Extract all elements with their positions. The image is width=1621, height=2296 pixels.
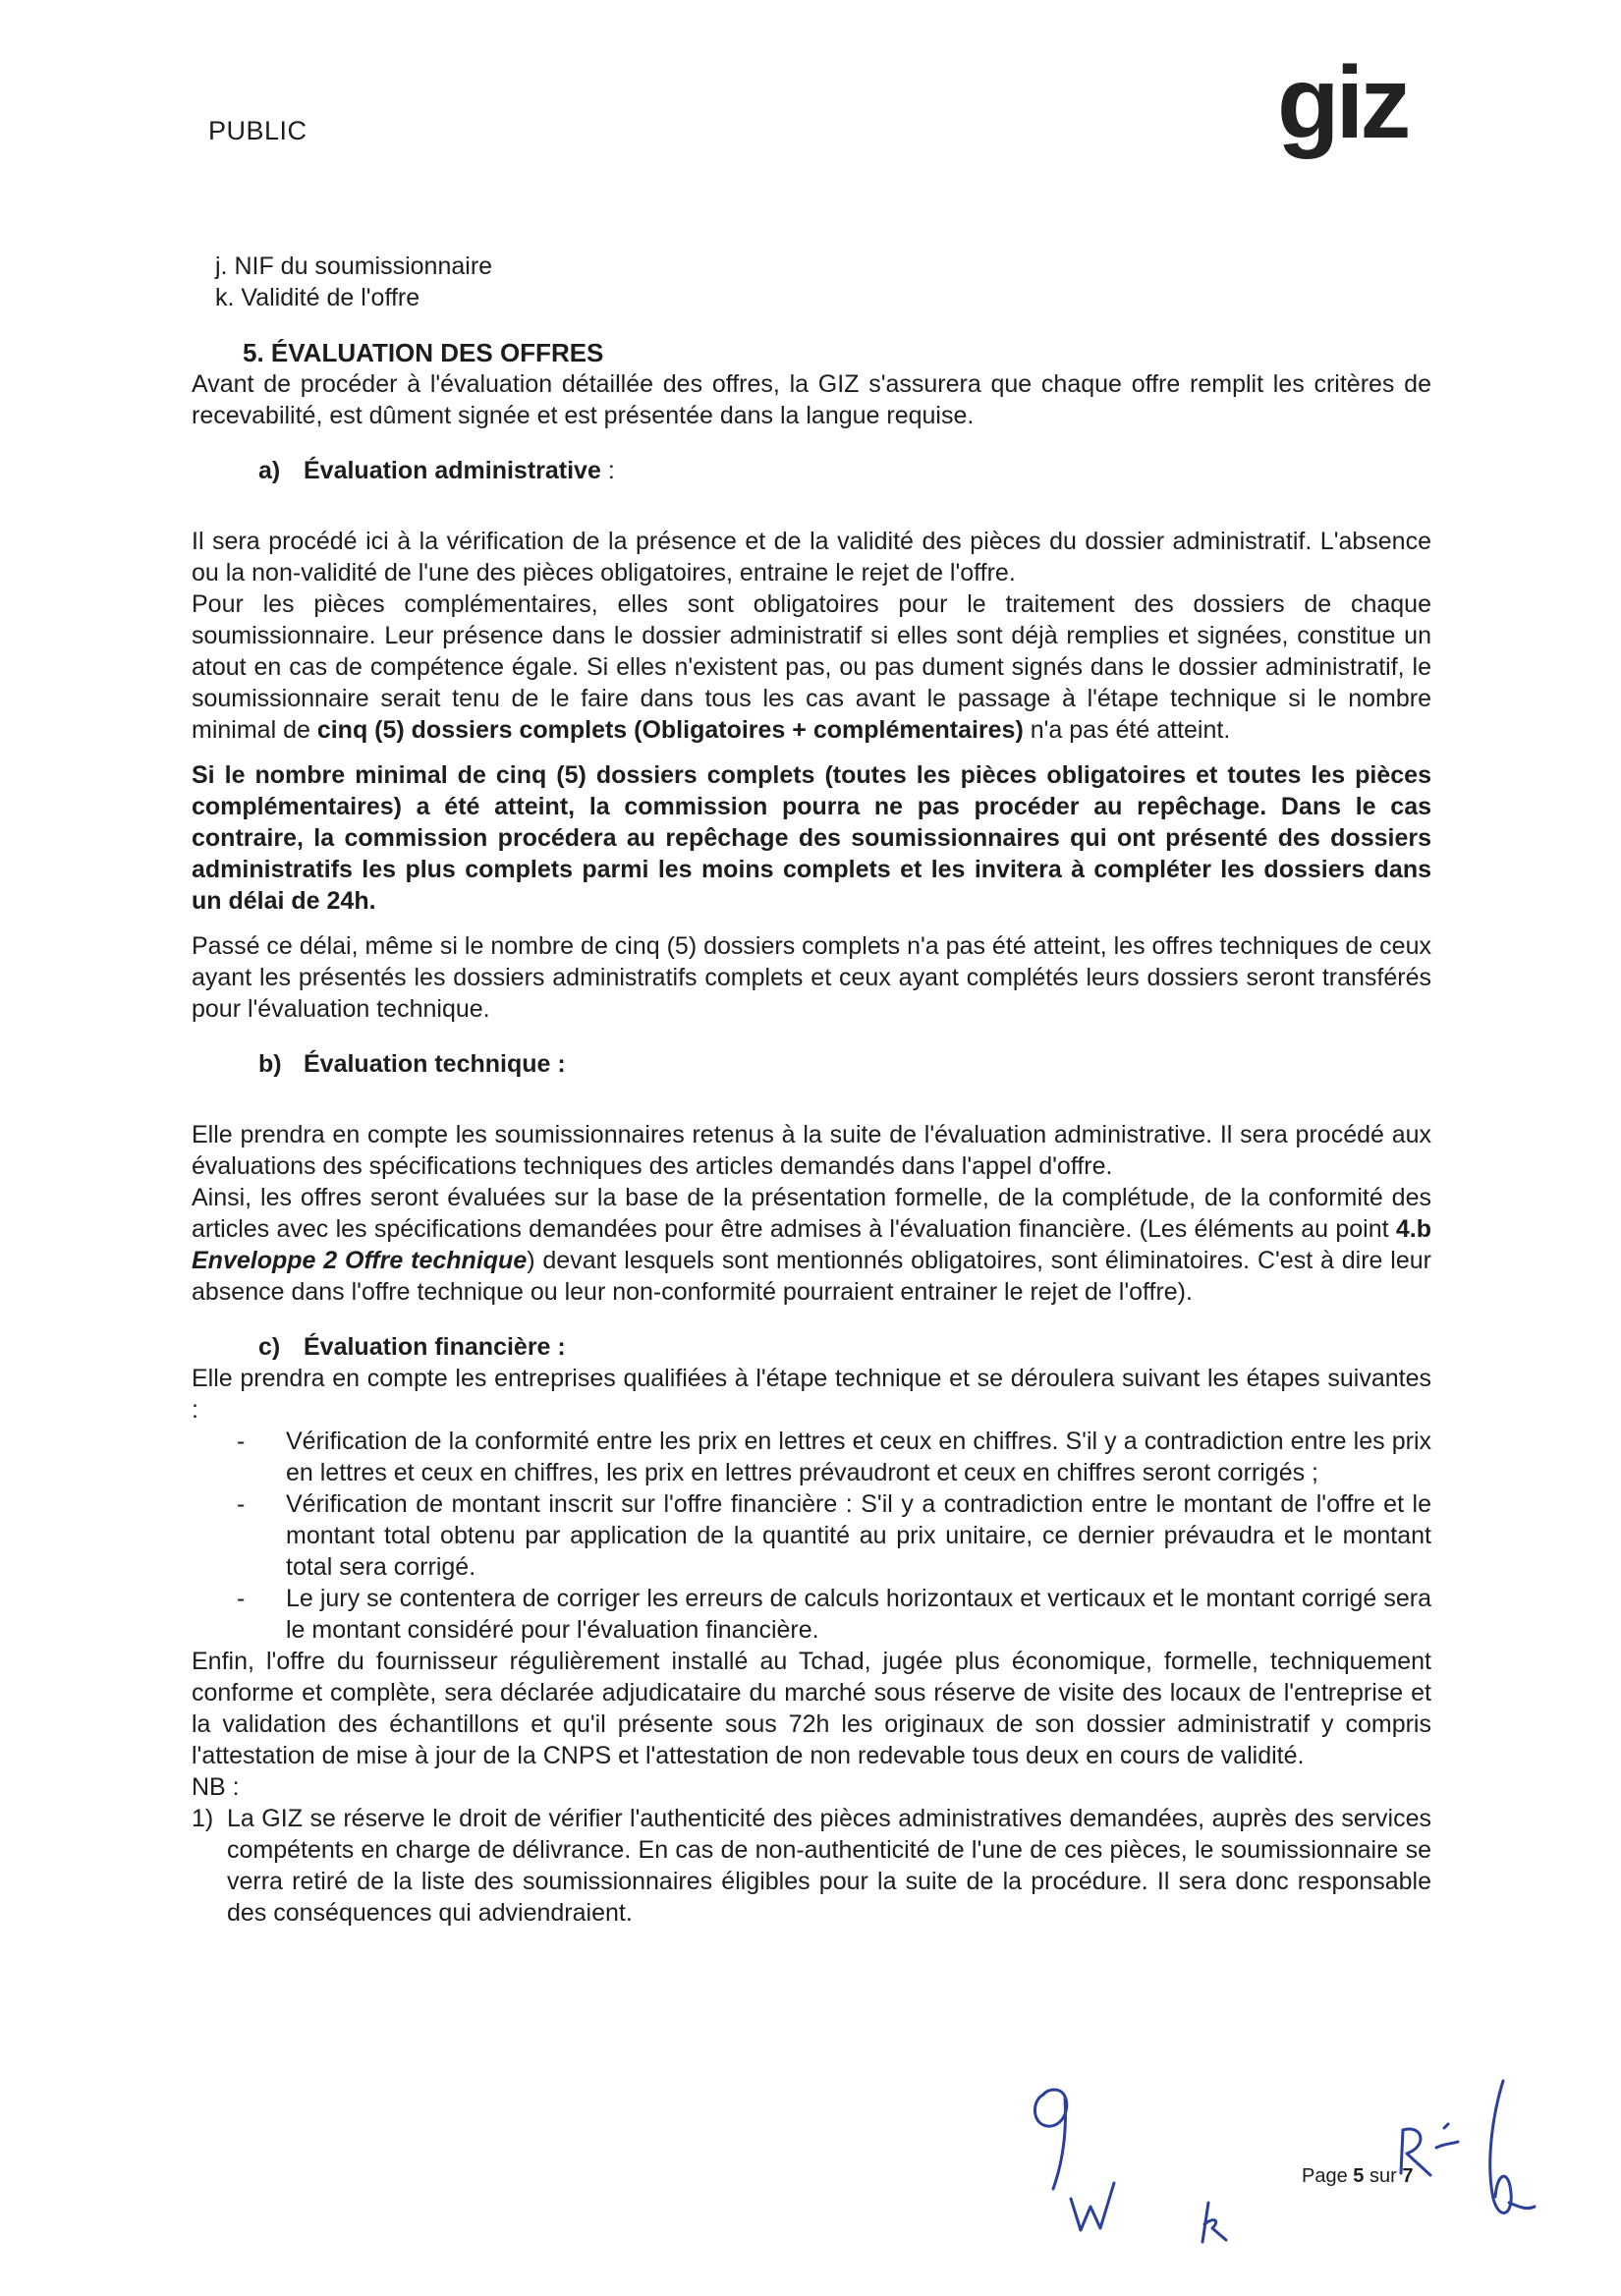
- list-item: [192, 1488, 1431, 1583]
- giz-logo: [1277, 47, 1425, 175]
- section-5-title: 5. ÉVALUATION DES OFFRES: [243, 338, 604, 367]
- eval-admin-p1: Il sera procédé ici à la vérification de la présence et de la validité des pièces du dossier administratif. L'absence ou la non-validité de l'une des pièces obligatoires, entraine le rejet de l'offre.: [192, 528, 1431, 587]
- eval-admin-p3: Si le nombre minimal de cinq (5) dossiers complets (toutes les pièces obligatoires et toutes les pièces complémentaires) a été atteint, la commission pourra ne pas procéder au repêchage. Dans le cas contraire, la commission procédera au repêchage des soumissionnaires qui ont présenté des dossiers administratifs les plus complets parmi les moins complets et les invitera à compléter les dossiers dans un délai de 24h.: [192, 761, 1431, 915]
- eval-admin-p4: Passé ce délai, même si le nombre de cinq (5) dossiers complets n'a pas été atteint, les offres techniques de ceux ayant les présentés les dossiers administratifs complets et ceux ayant complétés leurs dossiers seront transférés pour l'évaluation technique.: [192, 932, 1431, 1023]
- page-total: 7: [1402, 2165, 1414, 2187]
- handwritten-initials: [1032, 2073, 1542, 2289]
- eval-admin-p2-a: Pour les pièces complémentaires, elles sont obligatoires pour le traitement des dossiers de chaque soumissionnaire. Leur présence dans le dossier administratif si elles sont déjà remplies et signées, constitue un atout en cas de compétence égale. Si elles n'existent pas, ou pas dument signés dans le dossier administratif, le soumissionnaire serait tenu de le faire dans tous les cas avant le passage à l'étape technique si le nombre minimal de: [192, 590, 1431, 744]
- eval-tech-p2: [192, 1182, 1431, 1308]
- eval-fin-conclusion: Enfin, l'offre du fournisseur régulièrement installé au Tchad, jugée plus économique, formelle, techniquement conforme et complète, sera déclarée adjudicataire du marché sous réserve de visite des locaux de l'entreprise et la validation des échantillons et qu'il présente sous 72h les originaux de son dossier administratif y compris l'attestation de mise à jour de la CNPS et l'attestation de non redevable tous deux en cours de validité.: [192, 1648, 1431, 1769]
- page-word: Page: [1302, 2165, 1348, 2187]
- item-j: j. NIF du soumissionnaire: [215, 252, 493, 280]
- list-item: [192, 1426, 1431, 1488]
- eval-tech-p2-bold: 4.b: [1395, 1215, 1431, 1243]
- nb-number: 1): [192, 1805, 214, 1832]
- eval-admin-heading: [192, 455, 1431, 486]
- eval-tech-p2-a: Ainsi, les offres seront évaluées sur la base de la présentation formelle, de la complétude, de la conformité des articles avec les spécifications demandées pour être admises à l'évaluation financière. (Les éléments au point: [192, 1184, 1431, 1243]
- dash-bullet: -: [237, 1490, 246, 1518]
- eval-fin-steps: [192, 1426, 1431, 1646]
- eval-fin-label: c): [258, 1333, 281, 1361]
- eval-admin-p2: [192, 588, 1431, 746]
- eval-tech-p1: Elle prendra en compte les soumissionnaires retenus à la suite de l'évaluation administrative. Il sera procédé aux évaluations des spécifications techniques des articles demandés dans l'appel d'offre.: [192, 1121, 1431, 1180]
- page-footer: [1302, 2165, 1413, 2188]
- eval-admin-label: a): [258, 457, 281, 484]
- list-item: [192, 1583, 1431, 1646]
- eval-admin-p2-bold: cinq (5) dossiers complets (Obligatoires + complémentaires): [316, 716, 1024, 744]
- eval-tech-p2-b: ) devant lesquels sont mentionnés obligatoires, sont éliminatoires. C'est à dire leur absence dans l'offre technique ou leur non-conformité pourraient entrainer le rejet de l'offre).: [192, 1247, 1431, 1306]
- eval-tech-title: Évaluation technique :: [304, 1050, 566, 1078]
- nb-list: [192, 1803, 1431, 1929]
- handwritten-initials-icon: [1032, 2073, 1542, 2289]
- eval-fin-heading: [192, 1331, 1431, 1363]
- page-sep: sur: [1369, 2165, 1397, 2187]
- nb-text: La GIZ se réserve le droit de vérifier l'authenticité des pièces administratives demandées, auprès des services compétents en charge de délivrance. En cas de non-authenticité de l'une de ces pièces, le soumissionnaire se verra retiré de la liste des soumissionnaires éligibles pour la suite de la procédure. Il sera donc responsable des conséquences qui adviendraient.: [227, 1805, 1431, 1927]
- eval-tech-label: b): [258, 1050, 282, 1078]
- step-text: Vérification de montant inscrit sur l'offre financière : S'il y a contradiction entre le montant de l'offre et le montant total obtenu par application de la quantité au prix unitaire, ce dernier prévaudra et le montant total sera corrigé.: [286, 1490, 1431, 1581]
- section-5-intro: Avant de procéder à l'évaluation détaillée des offres, la GIZ s'assurera que chaque offre remplit les critères de recevabilité, est dûment signée et est présentée dans la langue requise.: [192, 370, 1431, 429]
- eval-admin-title: Évaluation administrative: [304, 457, 601, 484]
- page-number: 5: [1353, 2165, 1365, 2187]
- eval-fin-intro: Elle prendra en compte les entreprises qualifiées à l'étape technique et se déroulera suivant les étapes suivantes :: [192, 1365, 1431, 1424]
- eval-admin-colon: :: [600, 457, 615, 484]
- document-body: [192, 251, 1431, 1929]
- svg-text:giz: giz: [1277, 47, 1408, 160]
- list-item: [192, 1803, 1431, 1929]
- classification-label: PUBLIC: [208, 116, 307, 145]
- step-text: Le jury se contentera de corriger les erreurs de calculs horizontaux et verticaux et le montant corrigé sera le montant considéré pour l'évaluation financière.: [286, 1585, 1431, 1644]
- eval-fin-title: Évaluation financière :: [304, 1333, 566, 1361]
- nb-label: NB :: [192, 1773, 240, 1801]
- dash-bullet: -: [237, 1428, 246, 1455]
- giz-logo-icon: [1277, 47, 1425, 175]
- eval-tech-p2-bolditalic: Enveloppe 2 Offre technique: [192, 1247, 528, 1274]
- eval-admin-p2-b: n'a pas été atteint.: [1023, 716, 1231, 744]
- dash-bullet: -: [237, 1585, 246, 1612]
- eval-tech-heading: [192, 1048, 1431, 1080]
- item-k: k. Validité de l'offre: [215, 284, 420, 311]
- step-text: Vérification de la conformité entre les prix en lettres et ceux en chiffres. S'il y a contradiction entre les prix en lettres et ceux en chiffres, les prix en lettres prévaudront et ceux en chiffres seront corrigés ;: [286, 1428, 1431, 1486]
